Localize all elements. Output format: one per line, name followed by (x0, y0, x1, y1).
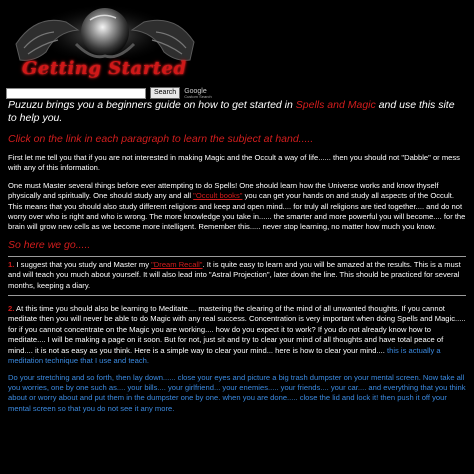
intro-text (8, 99, 466, 125)
step-1-paragraph (8, 260, 466, 291)
step-1-number: 1. (8, 259, 15, 269)
divider (8, 256, 466, 257)
intro-before: Puzuzu brings you a beginners guide on how to get started in (8, 99, 296, 111)
google-label: Google (184, 87, 207, 95)
intro-after: and use this site to help you. (8, 99, 455, 124)
paragraph-warning: First let me tell you that if you are not interested in making Magic and the Occult a way of life...... then you should not "Dabble" or mess with any of this information. (8, 153, 460, 173)
step-2-number: 2. (8, 304, 15, 314)
dream-recall-link[interactable]: "Dream Recall" (151, 259, 203, 269)
search-bar (6, 86, 212, 100)
divider (8, 295, 466, 296)
header-banner (6, 4, 206, 82)
section-heading: So here we go..... (8, 238, 91, 251)
click-instruction: Click on the link in each paragraph to learn the subject at hand..... (8, 133, 314, 145)
custom-search-label: Custom Search (184, 93, 212, 99)
google-custom-search-logo (184, 88, 212, 99)
spells-and-magic-highlight: Spells and Magic (295, 99, 376, 111)
step-3-paragraph: Do your stretching and so forth, then lay down...... close your eyes and picture a big trash dumpster on your mental screen. Now take all you worries, one by one such as.... your bills.... your girlfriend... your enemies..... your friends.... your car.... and everything that you think about or worry about and put them in the dumpster one by one. when you are done..... close the lid and lock it! then push it off your mental screen so that you do not see it any more. (8, 372, 466, 413)
step-1-after: . It is quite easy to learn and you will be amazed at the results. This is a must and will teach you much about yourself. It will also lead into "Astral Projection", later down the line. This should be practiced for several months, keeping a diary. (8, 259, 461, 290)
step-2-text: At this time you should also be learning to Meditate.... mastering the clearing of the mind of all unwanted thoughts. If you cannot meditate then you will never be able to do Magic with any real success. Concentration is very important when doing Spells and Magic..... for if you cannot concentrate on the Magic you are working.... how do you expect it to work? If you do not already know how to meditate.... I will be making a page on it soon. But for not, just sit and try to clear your mind of all thoughts and have total peace of mind.... it is not as easy as you think. Here is a simple way to clear your mind... here is how to clear your mind.... (8, 304, 466, 355)
banner-title: Getting Started (22, 58, 187, 79)
paragraph-master-after: you can get your hands on and study all aspects of the Occult. This means that you should also study different religions and keep and open mind.... for truly all religions are tied together.... and do not worry over who is right and who is wrong. The more knowledge you take in...... the smarter and more powerful you will become.... for the brain will grow new cells as we become more intelligent. Remember this..... never stop learning, no matter how much you know. (8, 191, 466, 232)
main-content (8, 99, 466, 414)
step-2-paragraph (8, 304, 466, 366)
search-input[interactable] (6, 88, 146, 99)
paragraph-master-before: One must Master several things before ever attempting to do Spells! One should learn how the Universe works and know thyself physically and spiritually. One should study any and all (8, 180, 439, 201)
paragraph-master (8, 181, 466, 233)
occult-books-link[interactable]: "Occult books" (193, 191, 243, 201)
step-1-before: I suggest that you study and Master my (14, 259, 152, 269)
meditation-technique-text: this is actually a meditation technique that I use and teach. (8, 345, 441, 366)
search-button[interactable]: Search (150, 87, 180, 99)
